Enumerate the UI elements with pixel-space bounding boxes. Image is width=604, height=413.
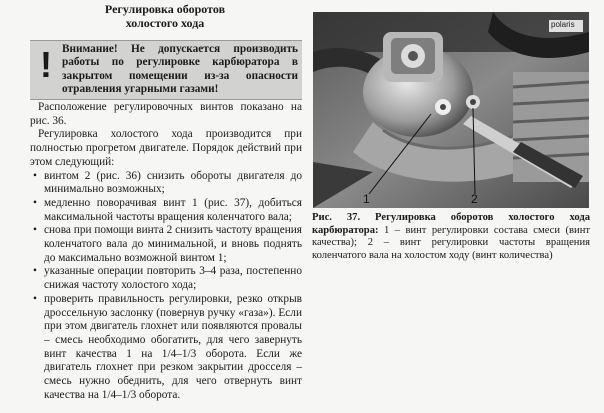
section-title-line-2: холостого хода: [125, 16, 205, 30]
warning-box: [30, 40, 302, 100]
callout-label-2: 2: [471, 192, 478, 206]
logo-text: polaris: [551, 20, 575, 29]
list-item: • медленно поворачивая винт 1 (рис. 37), добиться максимальной частоты вращения коленчатого вала;: [30, 197, 302, 224]
exclamation-icon: !: [40, 44, 52, 85]
warning-text: Внимание! Не допускается производить работы по регулировке карбюратора в закрытом помещении из-за опасности отравления угарными газами!: [62, 43, 298, 96]
figure-caption-title: Рис. 37. Регулировка оборотов холостого хода карбюратора:: [312, 212, 590, 236]
carburetor-illustration: [313, 12, 589, 208]
figure-caption-text: 1 – винт регулировки состава смеси (винт качества); 2 – винт регулировки частоты вращения коленчатого вала на холостом ходу (винт количества): [312, 224, 590, 261]
figure-caption: [312, 212, 590, 262]
body-text: [30, 101, 302, 402]
paragraph-procedure-intro: Регулировка холостого хода производится при полностью прогретом двигателе. Порядок действий при этом следующий:: [30, 128, 302, 168]
list-item: • винтом 2 (рис. 36) снизить обороты двигателя до минимально возможных;: [30, 170, 302, 197]
procedure-list: [30, 170, 302, 403]
section-title-line-1: Регулировка оборотов: [104, 2, 226, 16]
paragraph-screw-location: Расположение регулировочных винтов показано на рис. 36.: [30, 101, 302, 127]
list-item: • указанные операции повторить 3–4 раза, постепенно снижая частоту холостого хода;: [30, 265, 302, 292]
list-item: • снова при помощи винта 2 снизить частоту вращения коленчатого вала до минимальной, и вновь поднять до максимально возможной винтом 1;: [30, 224, 302, 265]
carburetor-photo: [313, 12, 589, 208]
section-title: [30, 2, 300, 30]
list-item: • проверить правильность регулировки, резко открыв дроссельную заслонку (повернув ручку «газа»). Если при этом двигатель глохнет или появляются провалы – смесь необходимо обогатить, для чего завернуть винт качества 1 на 1/4–1/3 оборота. Если же двигатель глохнет при резком закрытии дросселя – смесь нужно обеднить, для чего отвернуть винт качества на 1/4–1/3 оборота.: [30, 293, 302, 403]
callout-label-1: 1: [363, 192, 370, 206]
